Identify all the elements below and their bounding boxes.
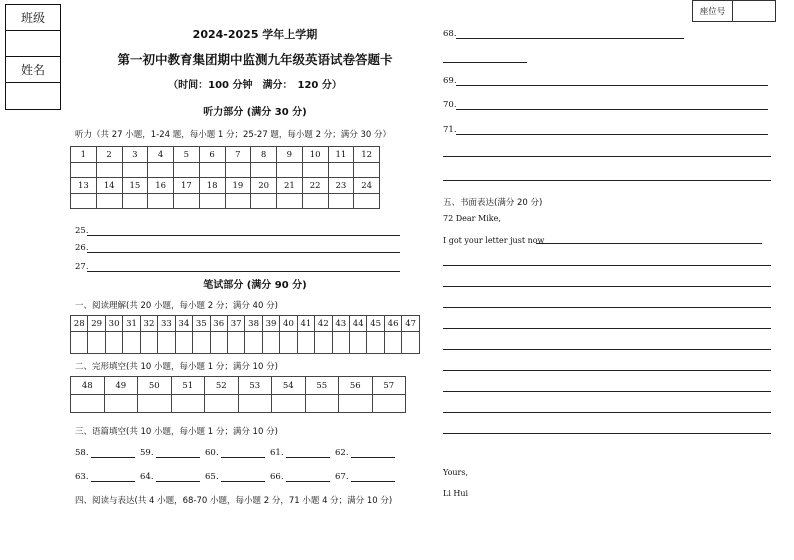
reading-answer-grid [70, 315, 420, 354]
writing-line[interactable] [443, 370, 771, 371]
answer-cell[interactable] [227, 332, 244, 354]
writing-instructions: 五、书面表达(满分 20 分) [443, 198, 543, 208]
seat-label: 座位号 [693, 1, 733, 21]
fill-label: 65. [205, 472, 219, 482]
question-number: 11 [328, 147, 354, 163]
writing-line[interactable] [443, 349, 771, 350]
answer-cell[interactable] [251, 163, 277, 178]
q69-line[interactable] [456, 85, 768, 86]
fill-line[interactable] [221, 481, 265, 482]
answer-cell[interactable] [350, 332, 367, 354]
question-number: 41 [297, 316, 314, 332]
writing-line[interactable] [443, 265, 771, 266]
question-number: 39 [262, 316, 279, 332]
fill-line[interactable] [91, 457, 135, 458]
question-number: 19 [225, 178, 251, 194]
answer-cell[interactable] [71, 194, 97, 209]
fill-line[interactable] [156, 481, 200, 482]
seat-field[interactable] [733, 1, 775, 21]
answer-cell[interactable] [122, 163, 148, 178]
question-number: 4 [148, 147, 174, 163]
question-number: 12 [354, 147, 380, 163]
answer-cell[interactable] [148, 163, 174, 178]
fill-label: 62. [335, 448, 349, 458]
question-number: 10 [302, 147, 328, 163]
answer-cell[interactable] [105, 332, 122, 354]
q70-line[interactable] [456, 109, 768, 110]
answer-cell[interactable] [148, 194, 174, 209]
question-number: 17 [174, 178, 200, 194]
answer-cell[interactable] [122, 194, 148, 209]
answer-cell[interactable] [305, 395, 339, 413]
fill-label: 67. [335, 472, 349, 482]
question-number: 52 [205, 377, 239, 395]
q68-line-2[interactable] [443, 62, 527, 63]
question-number: 9 [277, 147, 303, 163]
listening-heading: 听力部分 (满分 30 分) [203, 107, 307, 118]
fill-line[interactable] [91, 481, 135, 482]
question-number: 43 [332, 316, 349, 332]
question-number: 53 [238, 377, 272, 395]
question-number: 24 [354, 178, 380, 194]
answer-cell[interactable] [339, 395, 373, 413]
listening-answer-grid [70, 146, 380, 209]
answer-cell[interactable] [104, 395, 138, 413]
question-number: 49 [104, 377, 138, 395]
answer-cell[interactable] [71, 332, 88, 354]
answer-cell[interactable] [251, 194, 277, 209]
q69-label: 69. [443, 76, 457, 86]
q25-label: 25. [75, 226, 89, 236]
answer-cell[interactable] [302, 163, 328, 178]
question-number: 8 [251, 147, 277, 163]
q70-label: 70. [443, 100, 457, 110]
answer-cell[interactable] [245, 332, 262, 354]
question-number: 14 [96, 178, 122, 194]
answer-cell[interactable] [175, 332, 192, 354]
answer-cell[interactable] [140, 332, 157, 354]
question-number: 48 [71, 377, 105, 395]
writing-line-0[interactable] [536, 243, 762, 244]
letter-signature: Li Hui [443, 489, 469, 498]
question-number: 16 [148, 178, 174, 194]
answer-cell[interactable] [262, 332, 279, 354]
fill-line[interactable] [351, 481, 395, 482]
letter-greeting: 72 Dear Mike, [443, 214, 501, 223]
class-label: 班级 [6, 5, 60, 31]
question-number: 42 [315, 316, 332, 332]
q27-line[interactable] [87, 271, 400, 272]
answer-cell[interactable] [277, 194, 303, 209]
question-number: 47 [402, 316, 420, 332]
question-number: 22 [302, 178, 328, 194]
question-number: 55 [305, 377, 339, 395]
answer-cell[interactable] [123, 332, 140, 354]
question-number: 23 [328, 178, 354, 194]
answer-cell[interactable] [158, 332, 175, 354]
q71-line-2[interactable] [443, 156, 771, 157]
question-number: 51 [171, 377, 205, 395]
fill-label: 64. [140, 472, 154, 482]
letter-opening: I got your letter just now [443, 236, 545, 245]
answer-cell[interactable] [272, 395, 306, 413]
q26-label: 26. [75, 243, 89, 253]
q68-line-1[interactable] [456, 38, 684, 39]
question-number: 20 [251, 178, 277, 194]
answer-cell[interactable] [210, 332, 227, 354]
answer-cell[interactable] [88, 332, 105, 354]
answer-cell[interactable] [372, 395, 406, 413]
question-number: 2 [96, 147, 122, 163]
answer-cell[interactable] [225, 163, 251, 178]
fill-label: 59. [140, 448, 154, 458]
fill-label: 66. [270, 472, 284, 482]
question-number: 34 [175, 316, 192, 332]
q71-line-1[interactable] [456, 134, 768, 135]
listening-instructions: 听力（共 27 小题，1-24 题，每小题 1 分；25-27 题，每小题 2 分；满分 30 分） [75, 130, 391, 140]
answer-cell[interactable] [171, 395, 205, 413]
written-heading: 笔试部分 (满分 90 分) [203, 280, 307, 291]
question-number: 56 [339, 377, 373, 395]
seat-number-box [692, 0, 776, 22]
fill-line[interactable] [286, 457, 330, 458]
answer-cell[interactable] [280, 332, 297, 354]
question-number: 18 [199, 178, 225, 194]
answer-cell[interactable] [238, 395, 272, 413]
answer-cell[interactable] [367, 332, 384, 354]
letter-closing: Yours, [443, 468, 469, 477]
answer-cell[interactable] [354, 163, 380, 178]
question-number: 13 [71, 178, 97, 194]
question-number: 40 [280, 316, 297, 332]
question-number: 32 [140, 316, 157, 332]
exam-time: （时间：100 分钟 满分： 120 分） [168, 80, 342, 91]
question-number: 15 [122, 178, 148, 194]
answer-cell[interactable] [71, 163, 97, 178]
answer-cell[interactable] [199, 194, 225, 209]
fill-line[interactable] [221, 457, 265, 458]
answer-cell[interactable] [277, 163, 303, 178]
q25-line[interactable] [87, 235, 400, 236]
answer-cell[interactable] [354, 194, 380, 209]
question-number: 30 [105, 316, 122, 332]
answer-cell[interactable] [384, 332, 401, 354]
question-number: 6 [199, 147, 225, 163]
class-name-box [5, 4, 61, 110]
answer-cell[interactable] [328, 194, 354, 209]
question-number: 7 [225, 147, 251, 163]
fill-label: 60. [205, 448, 219, 458]
answer-cell[interactable] [96, 194, 122, 209]
writing-line[interactable] [443, 328, 771, 329]
answer-cell[interactable] [71, 395, 105, 413]
answer-cell[interactable] [193, 332, 210, 354]
exam-year: 2024-2025 学年上学期 [192, 28, 318, 41]
answer-cell[interactable] [96, 163, 122, 178]
answer-cell[interactable] [302, 194, 328, 209]
answer-cell[interactable] [138, 395, 172, 413]
fill-label: 58. [75, 448, 89, 458]
writing-line[interactable] [443, 391, 771, 392]
question-number: 5 [174, 147, 200, 163]
answer-cell[interactable] [225, 194, 251, 209]
answer-cell[interactable] [402, 332, 420, 354]
answer-cell[interactable] [315, 332, 332, 354]
answer-cell[interactable] [205, 395, 239, 413]
reading-instructions: 一、阅读理解(共 20 小题，每小题 2 分；满分 40 分) [75, 301, 278, 311]
answer-cell[interactable] [174, 194, 200, 209]
fill-instructions: 三、语篇填空(共 10 小题，每小题 1 分；满分 10 分) [75, 427, 278, 437]
question-number: 29 [88, 316, 105, 332]
answer-cell[interactable] [328, 163, 354, 178]
question-number: 54 [272, 377, 306, 395]
cloze-instructions: 二、完形填空(共 10 小题，每小题 1 分；满分 10 分) [75, 362, 278, 372]
question-number: 28 [71, 316, 88, 332]
question-number: 37 [227, 316, 244, 332]
q27-label: 27. [75, 262, 89, 272]
fill-label: 63. [75, 472, 89, 482]
writing-line[interactable] [443, 412, 771, 413]
question-number: 38 [245, 316, 262, 332]
q26-line[interactable] [87, 252, 400, 253]
question-number: 3 [122, 147, 148, 163]
fill-line[interactable] [351, 457, 395, 458]
answer-cell[interactable] [174, 163, 200, 178]
answer-cell[interactable] [297, 332, 314, 354]
answer-cell[interactable] [199, 163, 225, 178]
cloze-answer-grid [70, 376, 406, 413]
answer-cell[interactable] [332, 332, 349, 354]
question-number: 31 [123, 316, 140, 332]
q71-line-3[interactable] [443, 180, 771, 181]
read-express-instructions: 四、阅读与表达(共 4 小题，68-70 小题，每小题 2 分，71 小题 4 分；满分 10 分) [75, 496, 393, 506]
fill-line[interactable] [286, 481, 330, 482]
question-number: 50 [138, 377, 172, 395]
question-number: 57 [372, 377, 406, 395]
class-field[interactable] [6, 31, 60, 57]
writing-line[interactable] [443, 433, 771, 434]
name-label: 姓名 [6, 57, 60, 83]
question-number: 46 [384, 316, 401, 332]
q71-label: 71. [443, 125, 457, 135]
fill-line[interactable] [156, 457, 200, 458]
question-number: 45 [367, 316, 384, 332]
q68-label: 68. [443, 29, 457, 39]
question-number: 21 [277, 178, 303, 194]
fill-label: 61. [270, 448, 284, 458]
question-number: 36 [210, 316, 227, 332]
question-number: 33 [158, 316, 175, 332]
writing-line[interactable] [443, 307, 771, 308]
question-number: 1 [71, 147, 97, 163]
question-number: 44 [350, 316, 367, 332]
question-number: 35 [193, 316, 210, 332]
writing-line[interactable] [443, 286, 771, 287]
name-field[interactable] [6, 83, 60, 109]
exam-title: 第一初中教育集团期中监测九年级英语试卷答题卡 [117, 52, 393, 67]
